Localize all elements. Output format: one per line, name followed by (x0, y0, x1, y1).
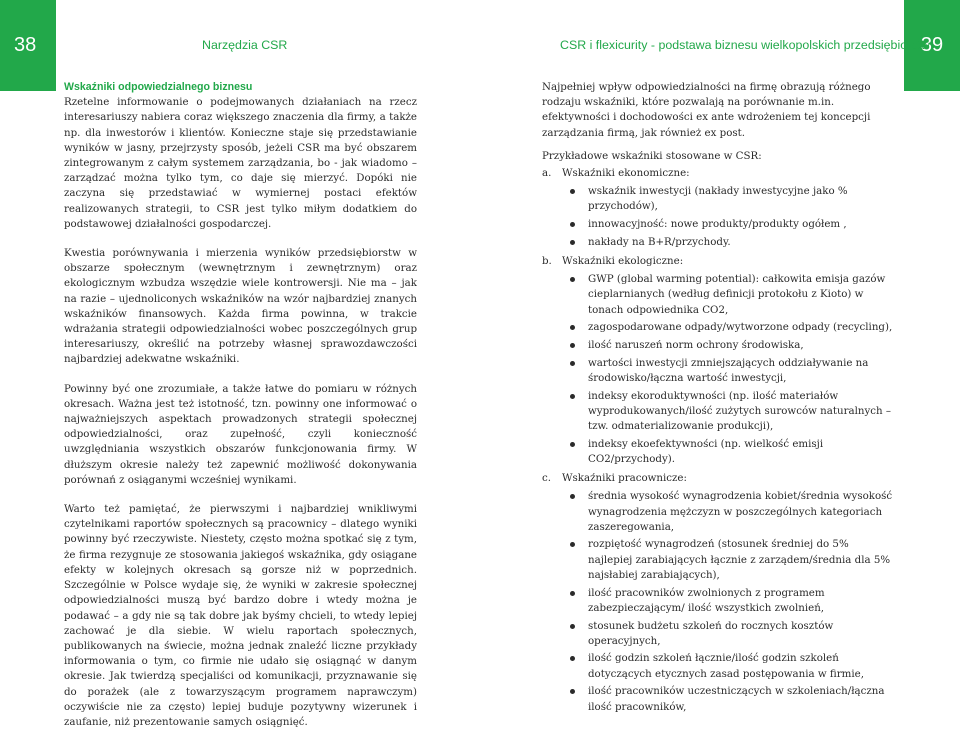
group-letter: c. (542, 472, 551, 485)
running-header-left: Narzędzia CSR (202, 38, 288, 52)
list-ecological (570, 272, 894, 467)
right-column (542, 80, 894, 719)
list-item: rozpiętość wynagrodzeń (stosunek średniej do 5% najlepiej zarabiających łącznie z zarządem/średnia dla 5% najsłabiej zarabiających), (570, 537, 894, 583)
group-letter: a. (542, 167, 552, 180)
examples-title: Przykładowe wskaźniki stosowane w CSR: (542, 149, 762, 162)
group-heading-employee (542, 471, 894, 486)
group-letter: b. (542, 255, 552, 268)
group-heading-ecological (542, 254, 894, 269)
page-number-right: 39 (904, 0, 960, 91)
running-header-right: CSR i flexicurity - podstawa biznesu wielkopolskich przedsiębiorstw (560, 38, 930, 52)
list-item: średnia wysokość wynagrodzenia kobiet/średnia wysokość wynagrodzenia mężczyzn w poszczególnych kategoriach zaszeregowania, (570, 489, 894, 535)
list-item: innowacyjność: nowe produkty/produkty ogółem , (570, 217, 894, 232)
list-item: ilość pracowników zwolnionych z programem zabezpieczającym/ ilość wszystkich zwolnień, (570, 586, 894, 616)
list-item: nakłady na B+R/przychody. (570, 235, 894, 250)
group-title: Wskaźniki ekologiczne: (562, 255, 684, 268)
list-item: zagospodarowane odpady/wytworzone odpady (recycling), (570, 320, 894, 335)
paragraph: Warto też pamiętać, że pierwszymi i najbardziej wnikliwymi czytelnikami raportów społecznych są pracownicy – dlatego wyniki powinny być rzeczywiste. Niestety, często można spotkać się z tym, że firma rezygnuje ze stosowania jakiegoś wskaźnika, gdy osiągane efekty w kolejnych okresach są gorsze niż w poprzednich. Szczególnie w Polsce wydaje się, że wyniki w zakresie społecznej odpowiedzialności muszą być bardzo dobre i wtedy można je podawać – a gdy nie są tak dobre jak byśmy chcieli, to wtedy lepiej zachować je dla siebie. W wielu raportach społecznych, publikowanych na świecie, można jednak znaleźć liczne przykłady informowania o tym, co firmie nie udało się osiągnąć w danym okresie. Jak twierdzą specjaliści od komunikacji, przyznawanie się do porażek (ale z towarzyszącym programem naprawczym) oczywiście nie za często) lepiej buduje pozytywny wizerunek i zaufanie, niż prezentowanie samych osiągnięć. (64, 503, 417, 728)
list-item: GWP (global warming potential): całkowita emisja gazów cieplarnianych (według definicji protokołu z Kioto) w tonach odpowiednika CO2, (570, 272, 894, 318)
list-item: indeksy ekoefektywności (np. wielkość emisji CO2/przychody). (570, 437, 894, 467)
group-title: Wskaźniki pracownicze: (562, 472, 687, 485)
paragraph: Powinny być one zrozumiałe, a także łatwe do pomiaru w różnych okresach. Ważna jest też istotność, tzn. powinny one informować o najważniejszych aspektach prowadzonych strategii społecznej odpowiedzialności, oraz zupełność, czyli konieczność uwzględniania wszystkich obszarów funkcjonowania firmy. W dłuższym okresie należy też zapewnić możliwość dokonywania porównań z osiąganymi wcześniej wynikami. (64, 382, 417, 486)
group-title: Wskaźniki ekonomiczne: (562, 167, 690, 180)
paragraph: Kwestia porównywania i mierzenia wyników przedsiębiorstw w obszarze społecznym (wewnętrznym i zewnętrznym) oraz ekologicznym wzbudza wszędzie wiele kontrowersji. Nie ma – jak na razie – ujednoliconych wskaźników na wzór najbardziej znanych wskaźników finansowych. Każda firma powinna, w trakcie wdrażania strategii odpowiedzialności wobec poszczególnych grup interesariuszy, określić na potrzeby własnej sprawozdawczości najbardziej adekwatne wskaźniki. (64, 247, 417, 366)
intro-paragraph: Najpełniej wpływ odpowiedzialności na firmę obrazują różnego rodzaju wskaźniki, które pozwalają na porównanie m.in. efektywności i dochodowości ex ante wdrożeniem tej koncepcji zarządzania firmą, jak również ex post. (542, 81, 871, 139)
list-item: wartości inwestycji zmniejszających oddziaływanie na środowisko/łączna wartość inwestycji, (570, 356, 894, 386)
left-column (64, 80, 417, 730)
list-item: ilość naruszeń norm ochrony środowiska, (570, 338, 894, 353)
list-item: stosunek budżetu szkoleń do rocznych kosztów operacyjnych, (570, 619, 894, 649)
list-economic (570, 184, 894, 250)
list-item: ilość godzin szkoleń łącznie/ilość godzin szkoleń dotyczących etycznych zasad postępowania w firmie, (570, 651, 894, 681)
section-title: Wskaźniki odpowiedzialnego biznesu (64, 81, 253, 93)
list-item: ilość pracowników uczestniczących w szkoleniach/łączna ilość pracowników, (570, 684, 894, 714)
paragraph: Rzetelne informowanie o podejmowanych działaniach na rzecz interesariuszy nabiera coraz większego znaczenia dla firmy, a także np. dla inwestorów i klientów. Konieczne staje się przedstawianie wyników w jasny, przejrzysty sposób, jeżeli CSR ma być obszarem zintegrowanym z całym systemem zarządzania, bo - jak wiadomo – zarządzać można tylko tym, co daje się mierzyć. Dopóki nie zaczyna się przedstawiać w wymiernej postaci efektów realizowanych strategii, to CSR jest tylko miłym dodatkiem do podstawowej działalności gospodarczej. (64, 96, 417, 230)
list-employee (570, 489, 894, 714)
list-item: wskaźnik inwestycji (nakłady inwestycyjne jako % przychodów), (570, 184, 894, 214)
group-heading-economic (542, 166, 894, 181)
page-number-left: 38 (0, 0, 56, 91)
list-item: indeksy ekoroduktywności (np. ilość materiałów wyprodukowanych/ilość zużytych surowców naturalnych – tzw. odmaterializowanie produkcji), (570, 389, 894, 435)
